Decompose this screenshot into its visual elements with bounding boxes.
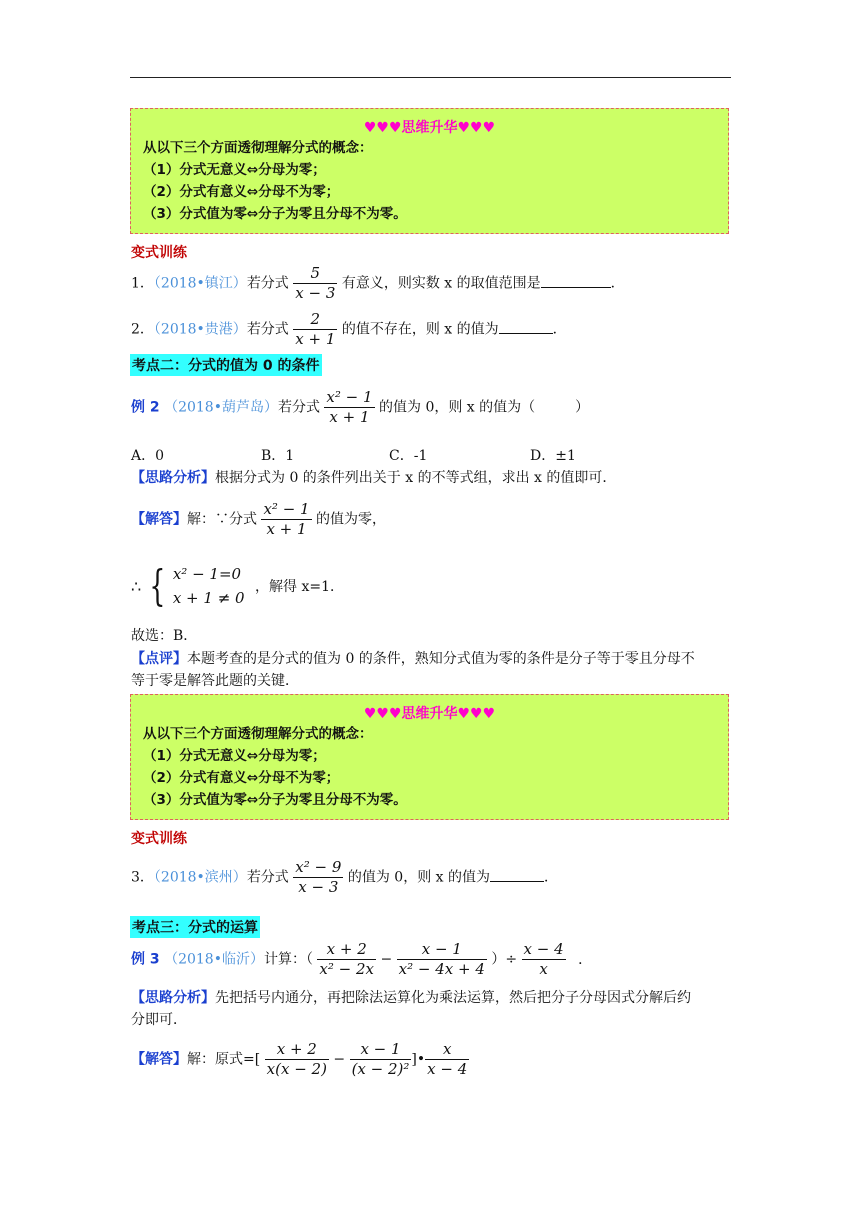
ex2-answer <box>131 500 386 539</box>
box-intro: 从以下三个方面透彻理解分式的概念： <box>143 140 373 156</box>
ex3-label: 例 3 <box>131 951 160 968</box>
q3-pre: 若分式 <box>246 869 289 886</box>
ex2-solve: ，解得 x=1． <box>255 579 345 595</box>
ex2-review-label: 【点评】 <box>131 651 187 667</box>
brace-icon: { <box>148 561 166 610</box>
q2-fraction <box>293 310 337 349</box>
q3-fraction <box>293 858 343 897</box>
ex2-review-text-2: 等于零是解答此题的关键． <box>131 673 299 689</box>
ex2-therefore: ∴ <box>131 576 142 596</box>
variant-title-1: 变式训练 <box>131 245 187 261</box>
example-2 <box>131 388 589 427</box>
box-item-3: （3）分式值为零⇔分子为零且分母不为零。 <box>143 792 407 808</box>
q1-source: （2018•镇江） <box>153 275 247 292</box>
ex2-option-d: D．±1 <box>530 448 576 464</box>
ex2-option-c: C．-1 <box>389 448 428 464</box>
q3-answer-blank[interactable] <box>490 867 544 882</box>
ex2-fraction <box>324 388 374 427</box>
ex2-system <box>131 562 344 610</box>
ex2-choice: 故选：B． <box>131 628 198 644</box>
ex2-answer-label: 【解答】 <box>131 511 187 528</box>
ex2-label: 例 2 <box>131 399 160 416</box>
box-title: ♥♥♥思维升华♥♥♥ <box>363 706 496 722</box>
q1-pre: 若分式 <box>246 275 289 292</box>
ex3-analysis-label: 【思路分析】 <box>131 990 215 1006</box>
box-item-1: （1）分式无意义⇔分母为零； <box>143 162 326 178</box>
ex2-answer-numerator: x² − 1 <box>263 500 310 518</box>
ex3-f3-denominator: x <box>522 959 566 979</box>
ex2-option-b: B．1 <box>261 448 295 464</box>
q1-numerator: 5 <box>310 264 321 282</box>
ex3-answer <box>131 1040 469 1079</box>
example-3 <box>131 940 592 979</box>
q2-post: 的值不存在，则 x 的值为 <box>341 321 499 338</box>
ex2-review <box>131 648 695 668</box>
ex2-analysis-label: 【思路分析】 <box>131 470 215 486</box>
ex3-source: （2018•临沂） <box>164 951 264 968</box>
ex3-f1-denominator: x² − 2x <box>319 960 375 978</box>
ex3-answer-fraction-3 <box>425 1040 469 1079</box>
q3-post: 的值为 0，则 x 的值为 <box>347 869 490 886</box>
kaodian-3-heading: 考点三：分式的运算 <box>130 916 260 938</box>
ex3-analysis-text-2: 分即可． <box>131 1012 187 1028</box>
ex2-close: ） <box>575 399 590 416</box>
header-rule <box>130 77 731 78</box>
q2-source: （2018•贵港） <box>153 321 247 338</box>
ex3-fraction-2 <box>397 940 487 979</box>
question-3: 3．（2018•滨州）若分式 $\frac{\text{x² − 9}}{x - 3}$ 的值为 0，则 x 的值为 ． <box>131 858 558 896</box>
ex3-g3-numerator: x <box>442 1040 452 1058</box>
box-intro: 从以下三个方面透彻理解分式的概念： <box>143 726 373 742</box>
ex2-denominator: x + 1 <box>324 407 374 427</box>
q2-denominator: x + 1 <box>295 330 336 348</box>
ex3-fraction-1 <box>317 940 376 979</box>
q3-numerator: x² − 9 <box>295 858 342 876</box>
q1-denominator: x − 3 <box>295 284 336 302</box>
ex3-end: ． <box>578 951 593 968</box>
q2-pre: 若分式 <box>246 321 289 338</box>
ex2-post: 的值为 0，则 x 的值为（ <box>379 399 536 416</box>
ex2-system-lines <box>173 562 245 610</box>
q3-source: （2018•滨州） <box>153 869 247 886</box>
ex3-minus: − <box>380 951 393 968</box>
q2-answer-blank[interactable] <box>499 319 553 334</box>
ex3-fraction-3 <box>522 940 566 979</box>
ex3-answer-minus: − <box>333 1051 346 1068</box>
box-title: ♥♥♥思维升华♥♥♥ <box>363 120 496 136</box>
ex2-answer-pre: 解：∵分式 <box>187 511 257 528</box>
ex3-div: ）÷ <box>491 951 518 968</box>
thinking-box-2 <box>130 694 729 820</box>
box-item-2: （2）分式有意义⇔分母不为零； <box>143 184 340 200</box>
ex3-f3-numerator: x − 4 <box>523 940 564 958</box>
ex3-answer-label: 【解答】 <box>131 1051 187 1068</box>
ex2-answer-fraction <box>261 500 311 539</box>
ex2-option-a: A．0 <box>131 448 165 464</box>
variant-title-2: 变式训练 <box>131 831 187 847</box>
ex2-review-text-1: 本题考查的是分式的值为 0 的条件，熟知分式值为零的条件是分子等于零且分母不 <box>187 651 695 667</box>
q1-fraction <box>293 264 337 303</box>
ex3-answer-pre: 解：原式=[ <box>187 1051 261 1068</box>
ex3-f1-numerator: x + 2 <box>326 940 367 958</box>
ex3-pre: 计算：（ <box>263 951 313 968</box>
ex3-f2-denominator: x² − 4x + 4 <box>398 960 485 978</box>
thinking-box-1 <box>130 108 729 234</box>
kaodian-2-heading: 考点二：分式的值为 0 的条件 <box>130 354 322 376</box>
q2-numerator: 2 <box>310 310 321 328</box>
q1-number: 1． <box>131 275 154 292</box>
ex3-g3-denominator: x − 4 <box>427 1060 468 1078</box>
q2-number: 2． <box>131 321 154 338</box>
q3-denominator: x − 3 <box>293 877 343 897</box>
q1-post: 有意义，则实数 x 的取值范围是 <box>341 275 541 292</box>
ex3-f2-numerator: x − 1 <box>421 940 462 958</box>
question-1: 1．（2018•镇江）若分式 $\frac{5}{x - 3}$ 有意义，则实数 x 的取值范围是 ． <box>131 264 625 302</box>
box-item-1: （1）分式无意义⇔分母为零； <box>143 748 326 764</box>
ex3-g2-numerator: x − 1 <box>360 1040 401 1058</box>
ex2-system-eq-2: x + 1 ≠ 0 <box>172 589 245 607</box>
ex2-numerator: x² − 1 <box>326 388 373 406</box>
ex3-analysis <box>131 987 691 1007</box>
ex2-analysis-text: 根据分式为 0 的条件列出关于 x 的不等式组，求出 x 的值即可． <box>215 470 617 486</box>
box-item-3: （3）分式值为零⇔分子为零且分母不为零。 <box>143 206 407 222</box>
q3-number: 3． <box>131 869 154 886</box>
ex2-analysis <box>131 467 616 487</box>
ex2-source: （2018•葫芦岛） <box>164 399 278 416</box>
ex2-answer-denominator: x + 1 <box>261 519 311 539</box>
ex2-pre: 若分式 <box>277 399 320 416</box>
ex3-answer-dot: ]• <box>411 1051 426 1068</box>
ex3-g1-denominator: x(x − 2) <box>266 1060 327 1078</box>
ex3-g2-denominator: (x − 2)² <box>351 1060 410 1078</box>
ex2-answer-post: 的值为零， <box>316 511 387 528</box>
box-item-2: （2）分式有意义⇔分母不为零； <box>143 770 340 786</box>
ex3-analysis-text-1: 先把括号内通分，再把除法运算化为乘法运算，然后把分子分母因式分解后约 <box>215 990 691 1006</box>
q1-answer-blank[interactable] <box>541 273 611 288</box>
ex3-answer-fraction-1 <box>265 1040 329 1079</box>
question-2: 2．（2018•贵港）若分式 $\frac{2}{x + 1}$ 的值不存在，则 x 的值为 ． <box>131 310 567 348</box>
ex2-system-eq-1: x² − 1=0 <box>172 565 242 583</box>
ex3-answer-fraction-2 <box>350 1040 412 1079</box>
ex3-g1-numerator: x + 2 <box>276 1040 317 1058</box>
